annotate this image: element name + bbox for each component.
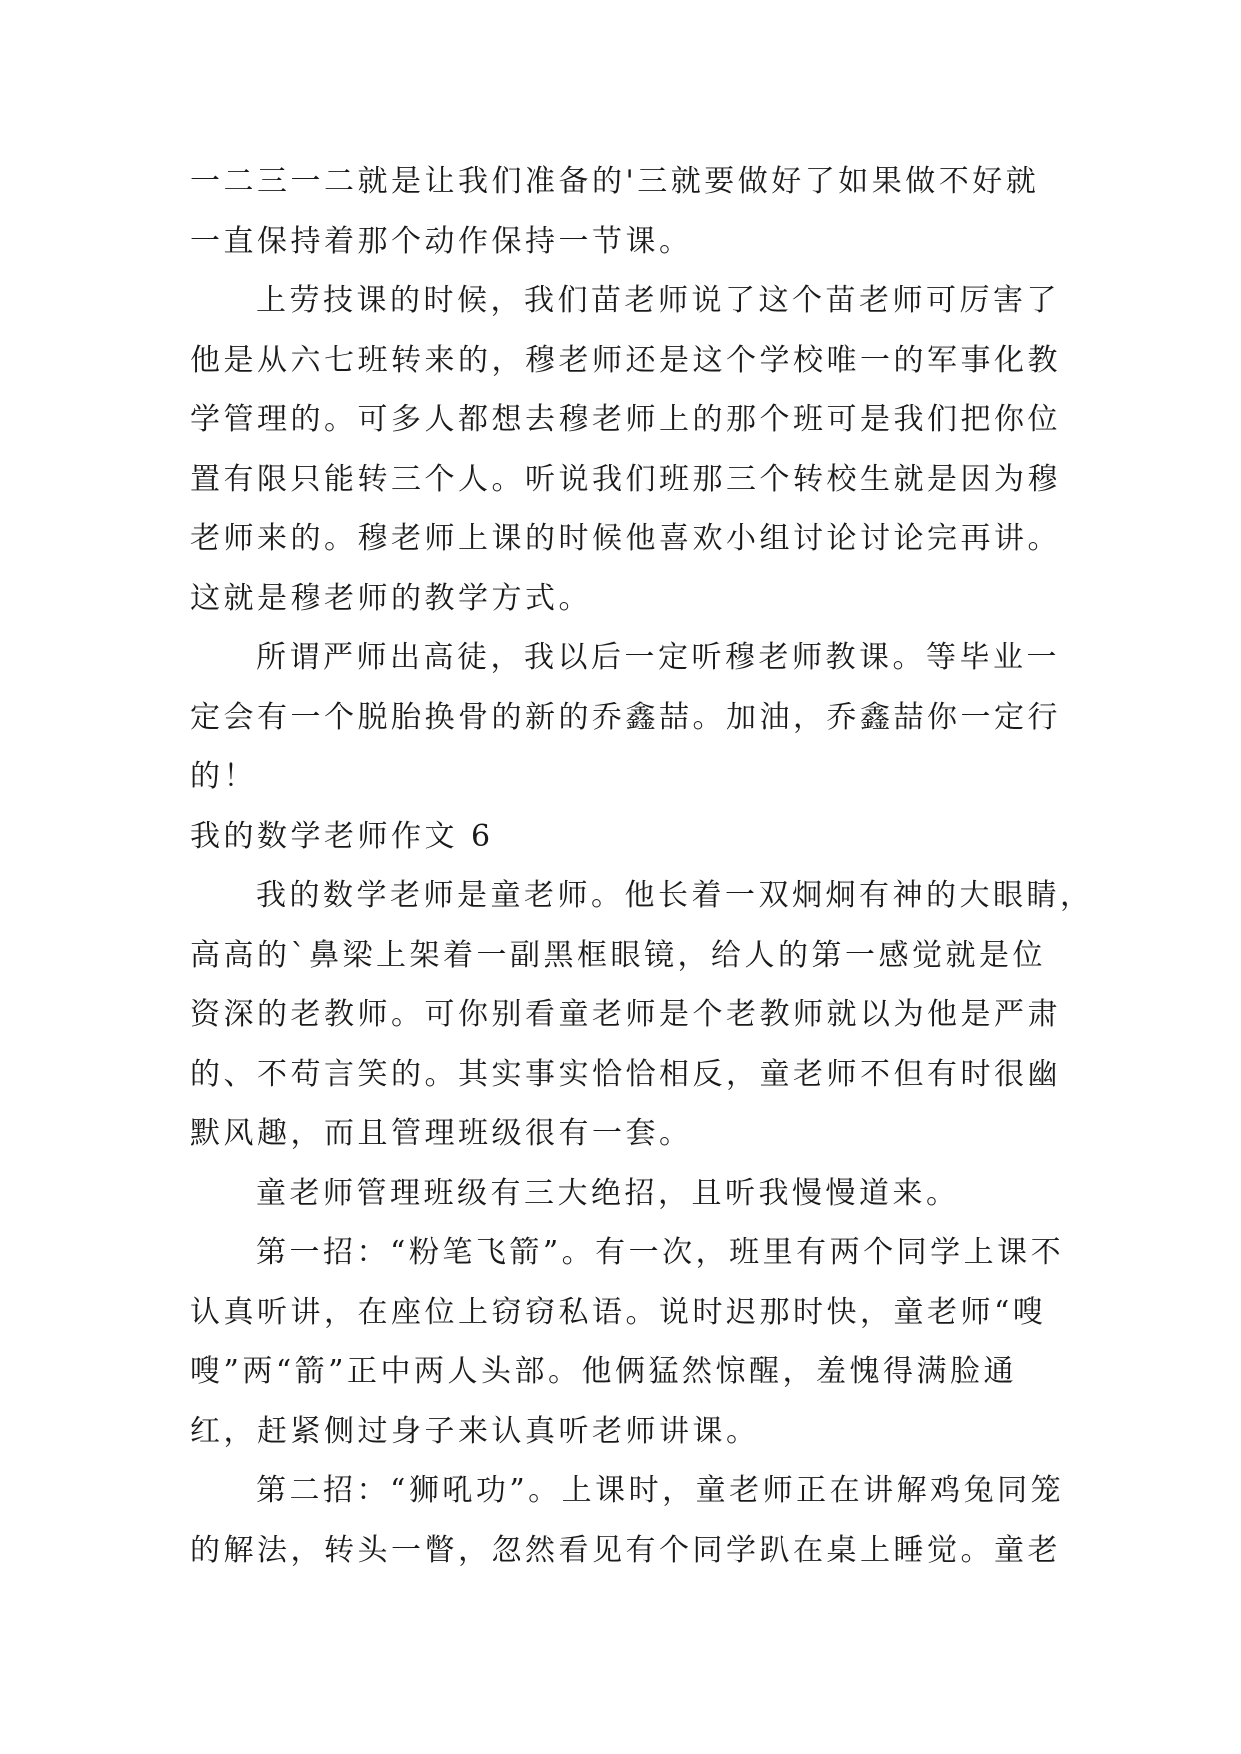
text-line: 所谓严师出高徒，我以后一定听穆老师教课。等毕业一 [256, 640, 1060, 675]
text-line: 嗖”两“箭”正中两人头部。他俩猛然惊醒，羞愧得满脸通 [190, 1354, 1018, 1389]
text-line: 认真听讲，在座位上窃窃私语。说时迟那时快，童老师“嗖 [190, 1294, 1047, 1330]
text-line: 置有限只能转三个人。听说我们班那三个转校生就是因为穆 [190, 461, 1061, 497]
text-line: 他是从六七班转来的，穆老师还是这个学校唯一的军事化教 [190, 342, 1061, 378]
text-line: 的解法，转头一瞥，忽然看见有个同学趴在桌上睡觉。童老 [190, 1532, 1061, 1568]
text-line: 学管理的。可多人都想去穆老师上的那个班可是我们把你位 [190, 402, 1061, 437]
text-line: 第二招：“狮吼功”。上课时，童老师正在讲解鸡兔同笼 [256, 1473, 1065, 1508]
text-line: 高高的`鼻梁上架着一副黑框眼镜，给人的第一感觉就是位 [190, 937, 1046, 973]
text-line: 默风趣，而且管理班级很有一套。 [190, 1116, 693, 1151]
text-line: 第一招：“粉笔飞箭”。有一次，班里有两个同学上课不 [256, 1235, 1065, 1270]
text-line: 定会有一个脱胎换骨的新的乔鑫喆。加油，乔鑫喆你一定行 [190, 699, 1061, 735]
text-line: 一二三一二就是让我们准备的'三就要做好了如果做不好就 [190, 164, 1040, 199]
text-line: 这就是穆老师的教学方式。 [190, 580, 592, 616]
text-line: 一直保持着那个动作保持一节课。 [190, 223, 693, 259]
text-line: 红，赶紧侧过身子来认真听老师讲课。 [190, 1413, 760, 1449]
text-line: 的、不苟言笑的。其实事实恰恰相反，童老师不但有时很幽 [190, 1056, 1061, 1092]
text-line: 资深的老教师。可你别看童老师是个老教师就以为他是严肃 [190, 997, 1061, 1032]
text-line: 我的数学老师是童老师。他长着一双炯炯有神的大眼睛， [256, 878, 1094, 913]
text-line: 上劳技课的时候，我们苗老师说了这个苗老师可厉害了 [256, 283, 1060, 318]
text-line: 的！ [190, 759, 257, 794]
text-line: 我的数学老师作文 6 [190, 818, 494, 854]
text-line: 老师来的。穆老师上课的时候他喜欢小组讨论讨论完再讲。 [190, 521, 1061, 556]
text-line: 童老师管理班级有三大绝招，且听我慢慢道来。 [256, 1175, 960, 1211]
document-body [190, 162, 1094, 1590]
